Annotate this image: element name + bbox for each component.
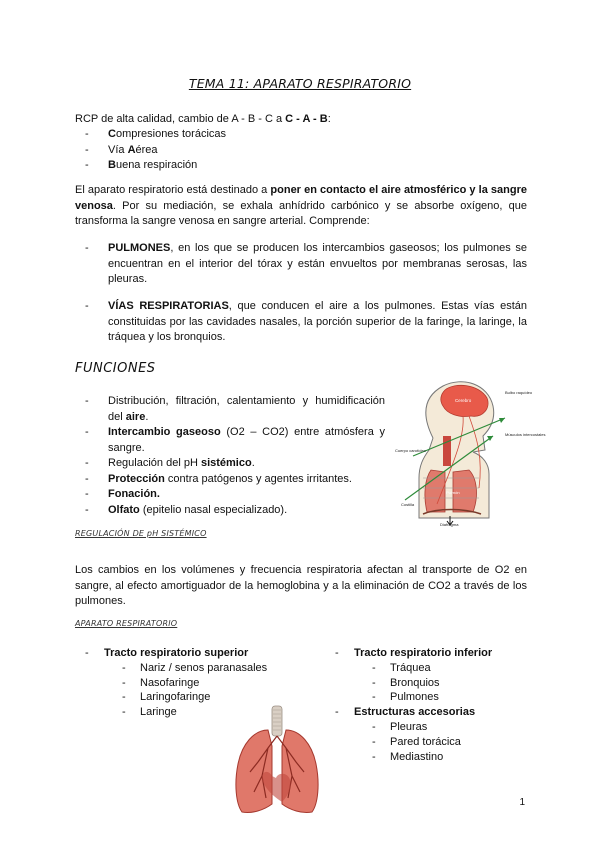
tracto-inferior-column <box>335 646 555 764</box>
tracto-inferior-item: - Pulmones <box>335 690 555 705</box>
components-list-2 <box>85 299 527 346</box>
estructuras-accesorias-title: - Estructuras accesorias <box>335 705 555 720</box>
funcion-bold: sistémico <box>200 457 252 469</box>
intro-bold: poner en contacto el aire atmosférico y la sangre venosa <box>75 184 527 212</box>
rcp-item-pre: Vía <box>108 143 128 156</box>
intro-text-2: . Por su mediación, se exhala anhídrido carbónico y se absorbe oxígeno, que transforma la sangre venosa en sangre arterial. Comprende: <box>75 199 527 227</box>
aparato-heading: APARATO RESPIRATORIO <box>75 619 178 628</box>
funcion-post: (epitelio nasal especializado). <box>139 503 288 516</box>
funcion-post: . <box>251 457 255 469</box>
rcp-item-text: uena respiración <box>115 159 198 171</box>
funcion-bold: Intercambio gaseoso <box>108 426 221 438</box>
rcp-item-bold: A <box>127 143 136 156</box>
funcion-item <box>85 394 385 425</box>
intro-paragraph <box>75 183 527 230</box>
component-text: , en los que se producen los intercambios gaseosos; los pulmones se encuentran en el interior del tórax y están envueltos por membranas serosas, las pleuras. <box>108 242 527 285</box>
component-text: , que conducen el aire a los pulmones. Estas vías están constituidas por las cavidades nasales, la porción superior de la faringe, la laringe, la tráquea y los bronquios. <box>108 300 527 343</box>
funcion-item <box>85 456 385 472</box>
component-item <box>85 299 527 346</box>
rcp-intro-suffix: : <box>327 113 331 125</box>
tracto-superior-item: - Laringofaringe <box>85 690 325 705</box>
tracto-superior-title: - Tracto respiratorio superior <box>85 646 325 661</box>
label-bulbo: Bulbo raquídeo <box>505 390 533 395</box>
label-musculos: Músculos intercostales <box>505 432 546 437</box>
tracto-inferior-item: - Bronquios <box>335 676 555 691</box>
regulacion-heading: REGULACIÓN DE pH SISTÉMICO <box>75 529 207 538</box>
funcion-item <box>85 425 385 456</box>
funcion-post: . <box>145 410 149 423</box>
left-lung-illustration <box>236 730 272 813</box>
rcp-item-bold: B <box>108 159 116 171</box>
funcion-bold: Olfato <box>108 503 140 516</box>
lungs-illustration <box>228 706 326 818</box>
funcion-item <box>85 472 385 488</box>
tracto-superior-item: - Nariz / senos paranasales <box>85 661 325 676</box>
component-bold: VÍAS RESPIRATORIAS <box>108 300 229 312</box>
funcion-pre: Regulación del pH <box>108 457 201 469</box>
funciones-list <box>85 394 385 518</box>
rcp-item-bold: C <box>108 128 116 140</box>
funcion-bold: Protección <box>108 472 165 485</box>
rcp-item-text: ompresiones torácicas <box>115 128 227 140</box>
rcp-item <box>85 143 525 159</box>
label-pulmon: Pulmón <box>446 490 460 495</box>
tracto-superior-item: - Laringe <box>85 705 325 720</box>
estructuras-item: - Pleuras <box>335 720 555 735</box>
rcp-item <box>85 158 525 174</box>
component-bold: PULMONES <box>108 242 171 254</box>
component-item <box>85 241 527 288</box>
funcion-post: (O2 – CO2) entre atmósfera y sangre. <box>108 426 385 454</box>
funcion-pre: Distribución, filtración, calentamiento y humidificación del <box>108 395 385 423</box>
label-diafragma: Diafragma <box>440 522 459 527</box>
funcion-bold: Fonación. <box>108 488 160 500</box>
tracto-inferior-title: - Tracto respiratorio inferior <box>335 646 555 661</box>
rcp-item <box>85 127 525 143</box>
estructuras-item: - Pared torácica <box>335 735 555 750</box>
page-number: 1 <box>519 797 525 808</box>
estructuras-item: - Mediastino <box>335 750 555 765</box>
right-lung-illustration <box>282 730 318 813</box>
rcp-intro-text: RCP de alta calidad, cambio de A - B - C a <box>75 113 286 125</box>
rcp-intro <box>75 112 535 128</box>
intro-text: El aparato respiratorio está destinado a <box>75 184 271 196</box>
trachea-illustration <box>272 706 282 736</box>
rcp-list <box>85 127 525 174</box>
label-costilla: Costilla <box>401 502 415 507</box>
funciones-heading: FUNCIONES <box>75 361 156 376</box>
regulacion-paragraph: Los cambios en los volúmenes y frecuencia respiratoria afectan al transporte de O2 en sangre, al efecto amortiguador de la hemoglobina y a la eliminación de CO2 a través de los pulmones. <box>75 564 527 607</box>
rcp-item-text: érea <box>135 143 158 156</box>
funcion-item <box>85 487 385 503</box>
funcion-bold: aire <box>125 410 146 423</box>
components-list <box>85 241 527 288</box>
funcion-post: contra patógenos y agentes irritantes. <box>164 472 352 485</box>
rcp-intro-bold: C - A - B <box>285 113 328 125</box>
tracto-superior-item: - Nasofaringe <box>85 676 325 691</box>
label-cerebro: Cerebro <box>455 398 472 403</box>
label-cuerpo: Cuerpo carotídeo <box>395 448 426 453</box>
respiratory-control-diagram <box>393 378 546 528</box>
funcion-item <box>85 503 385 519</box>
tracto-inferior-item: - Tráquea <box>335 661 555 676</box>
page-title: TEMA 11: APARATO RESPIRATORIO <box>188 76 412 91</box>
